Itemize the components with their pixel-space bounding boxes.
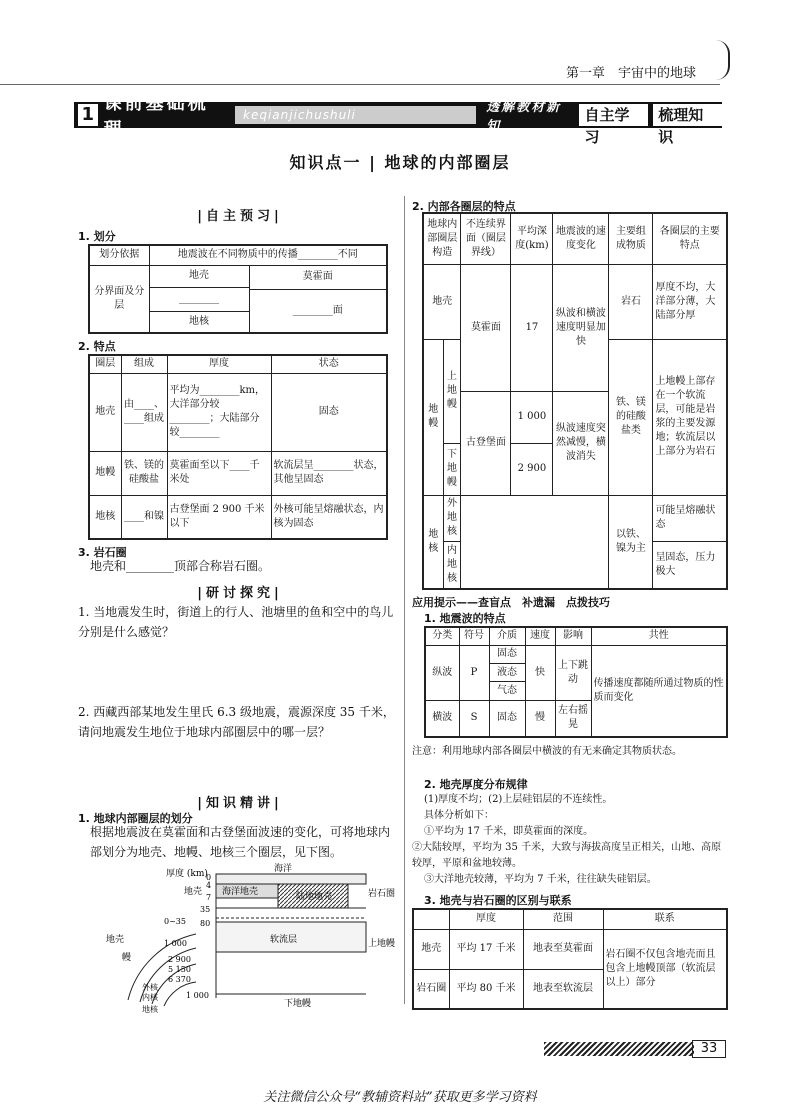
fig-upper-label: 上地幔	[368, 939, 396, 949]
t2-mantle: 地幔	[89, 451, 121, 495]
t3-crust: 地壳	[423, 265, 461, 340]
t2-crust: 地壳	[89, 373, 121, 451]
banner-title: 课前基础梳理	[103, 93, 209, 140]
t2-mantle-thick: 莫霍面至以下____千米处	[167, 451, 271, 495]
crust-litho-heading: 3. 地壳与岩石圈的区别与联系	[424, 894, 572, 907]
t2-crust-thick: 平均为________km，大洋部分较________；大陆部分较________	[167, 373, 271, 451]
t5-h2: 范围	[523, 909, 603, 929]
t1-layers-label: 分界面及分层	[89, 265, 149, 333]
t3-h0: 地球内部圈层构造	[423, 213, 461, 265]
t4-common: 传播速度都随所通过物质的性质而变化	[591, 645, 727, 737]
application-tip: 应用提示——查盲点 补遗漏 点拨技巧	[412, 596, 610, 609]
fig-depth-1000: 1 000	[164, 939, 187, 948]
division-table	[88, 244, 388, 334]
note-text: 注意：利用地球内部各圈层中横波的有无来确定其物质状态。	[412, 746, 682, 757]
fig-tick-4: 4	[206, 881, 212, 890]
t5-crust-thick: 平均 17 千米	[449, 929, 523, 969]
t3-core-mat: 以铁、镍为主	[609, 495, 653, 589]
t3-moho: 莫霍面	[461, 265, 511, 392]
fig-ocean-crust-label: 海洋地壳	[222, 887, 259, 897]
t4-h0: 分类	[425, 627, 459, 645]
fig-crust-label: 地壳	[184, 887, 203, 897]
t5-crust: 地壳	[413, 929, 449, 969]
left-s3-heading: 3. 岩石圈	[78, 546, 127, 559]
fig-inner-label: 内核	[142, 993, 158, 1002]
crust-distribution-heading: 2. 地壳厚度分布规律	[424, 778, 528, 791]
t4-up: 上下跳动	[555, 645, 591, 700]
t5-link: 岩石圈不仅包含地壳而且包含上地幔顶部（软流层以上）部分	[603, 929, 727, 1009]
fig-thickness-label: 厚度 (km)	[166, 869, 208, 879]
t3-d17: 17	[511, 265, 553, 392]
t1-crust: 地壳	[149, 265, 249, 287]
header-rule	[0, 84, 720, 85]
crust-dist-a: (1)厚度不均；(2)上层硅铝层的不连续性。	[424, 794, 613, 805]
fig-depth-6370: 6 370	[168, 975, 191, 984]
detail-1-text: 根据地震波在莫霍面和古登堡面波速的变化，可将地球内部划分为地壳、地幔、地核三个圈层，见下图。	[90, 825, 391, 859]
footer-note: 关注微信公众号“教辅资料站”获取更多学习资料	[263, 1090, 537, 1105]
t2-mantle-comp: 铁、镁的硅酸盐	[121, 451, 167, 495]
banner-subtitle: 透解教材新知	[486, 100, 562, 134]
t1-basis-value: 地震波在不同物质中的传播________不同	[149, 245, 387, 265]
crust-dist-e: ③大洋地壳较薄，平均为 7 千米，往往缺失硅铝层。	[424, 874, 657, 885]
question-1: 1. 当地震发生时，街道上的行人、池塘里的鱼和空中的鸟儿分别是什么感觉？	[78, 605, 394, 639]
left-s2-heading: 2. 特点	[78, 340, 116, 353]
banner-tag-self-study: 自主学习	[579, 104, 648, 126]
fig-outer-label: 外核	[142, 983, 158, 992]
t4-lr: 左右摇晃	[555, 700, 591, 737]
t4-solid2: 固态	[489, 700, 525, 737]
column-divider	[404, 196, 405, 1004]
t2-core-thick: 古登堡面 2 900 千米以下	[167, 495, 271, 539]
t3-h1: 不连续界面（圈层界线）	[461, 213, 511, 265]
header-decoration	[716, 40, 730, 80]
t2-h-thick: 厚度	[167, 355, 271, 373]
banner-number: 1	[78, 104, 98, 126]
t2-crust-state: 固态	[271, 373, 387, 451]
t1-basis-label: 划分依据	[89, 245, 149, 265]
ocean-layer	[216, 874, 366, 884]
crust-lithosphere-table	[412, 908, 728, 1010]
knowledge-point-title: 知识点一 | 地球的内部圈层	[289, 153, 511, 172]
fig-tick-0: 0	[206, 873, 212, 882]
t5-litho-range: 地表至软流层	[523, 969, 603, 1009]
t4-h4: 影响	[555, 627, 591, 645]
features-table	[88, 354, 388, 540]
layers-table	[422, 212, 728, 590]
t4-trans: 横波	[425, 700, 459, 737]
t3-wave1: 纵波和横波速度明显加快	[553, 265, 609, 392]
fig-rock-label: 岩石圈	[368, 889, 396, 899]
wave-table	[424, 626, 728, 738]
t2-core: 地核	[89, 495, 121, 539]
fig-ke-label: 地壳	[106, 935, 125, 945]
t4-slow: 慢	[525, 700, 555, 737]
banner-tag-review: 梳理知识	[653, 104, 722, 126]
chapter-header: 第一章 宇宙中的地球	[566, 66, 697, 81]
t3-upper-feat: 上地幔上部存在一个软流层，可能是岩浆的主要发源地；软流层以上部分为岩石	[653, 340, 727, 496]
t3-lower: 下地幔	[443, 443, 461, 495]
t2-h-state: 状态	[271, 355, 387, 373]
t3-inner-feat: 呈固态，压力极大	[653, 542, 727, 589]
t1-blank-layer: ________	[149, 287, 249, 311]
fig-soft-label: 软流层	[270, 935, 298, 945]
t5-h0	[413, 909, 449, 929]
t2-mantle-state: 软流层呈________状态，其他呈固态	[271, 451, 387, 495]
banner-pinyin: keqianjichushuli	[235, 106, 476, 124]
t3-gutenberg: 古登堡面	[461, 391, 511, 495]
question-2: 2. 西藏西部某地发生里氏 6.3 级地震，震源深度 35 千米，请问地震发生地位于地球内部圈层中的哪一层？	[78, 705, 395, 739]
t3-h3: 地震波的速度变化	[553, 213, 609, 265]
t2-h-comp: 组成	[121, 355, 167, 373]
fig-depth-5150: 5 150	[168, 965, 191, 974]
crust-dist-d: ②大陆较厚，平均为 35 千米，大致与海拔高度呈正相关，山地、高原较厚，平原和盆地较薄。	[412, 842, 722, 869]
detail-1-heading: 1. 地球内部圈层的划分	[78, 812, 193, 825]
earth-layer-figure	[88, 860, 398, 1020]
t4-p: P	[459, 645, 489, 700]
t3-d2900: 2 900	[511, 443, 553, 495]
t1-core: 地核	[149, 311, 249, 333]
t4-fast: 快	[525, 645, 555, 700]
t5-litho: 岩石圈	[413, 969, 449, 1009]
page-number-stripes	[544, 1042, 694, 1056]
page-number: 33	[692, 1040, 726, 1058]
t3-rock: 岩石	[609, 265, 653, 340]
t5-h1: 厚度	[449, 909, 523, 929]
fig-ocean-label: 海洋	[274, 864, 293, 874]
right-s2-heading: 2. 内部各圈层的特点	[412, 200, 516, 213]
t3-mantle: 地幔	[423, 340, 443, 496]
t3-d1000: 1 000	[511, 391, 553, 443]
left-s1-heading: 1. 划分	[78, 230, 116, 243]
t3-wave2: 纵波速度突然减慢，横波消失	[553, 391, 609, 495]
t3-core: 地核	[423, 495, 443, 589]
t3-inner: 内地核	[443, 542, 461, 589]
detail-heading: |知识精讲|	[197, 796, 283, 811]
t4-h5: 共性	[591, 627, 727, 645]
t4-long: 纵波	[425, 645, 459, 700]
preview-heading: |自主预习|	[197, 209, 283, 224]
t3-h4: 主要组成物质	[609, 213, 653, 265]
t4-h2: 介质	[489, 627, 525, 645]
t5-litho-thick: 平均 80 千米	[449, 969, 523, 1009]
wave-heading: 1. 地震波的特点	[424, 612, 506, 625]
t4-s: S	[459, 700, 489, 737]
t4-liquid: 液态	[489, 664, 525, 682]
fig-tick-80: 80	[200, 919, 211, 928]
t4-gas: 气态	[489, 682, 525, 700]
t2-crust-comp: 由____、____组成	[121, 373, 167, 451]
section-banner	[74, 93, 722, 146]
crust-dist-c: ①平均为 17 千米，即莫霍面的深度。	[424, 826, 594, 837]
t5-crust-range: 地表至莫霍面	[523, 929, 603, 969]
t3-crust-feat: 厚度不均，大洋部分薄，大陆部分厚	[653, 265, 727, 340]
t4-h1: 符号	[459, 627, 489, 645]
t2-core-comp: ____和镍	[121, 495, 167, 539]
t1-moho: 莫霍面	[249, 265, 387, 289]
fig-lower-label: 下地幔	[284, 999, 312, 1009]
t1-blank-surface: ________面	[249, 289, 387, 333]
t2-core-state: 外核可能呈熔融状态，内核为固态	[271, 495, 387, 539]
t4-solid: 固态	[489, 645, 525, 663]
t3-iron: 铁、镁的硅酸盐类	[609, 340, 653, 496]
explore-heading: |研讨探究|	[197, 586, 283, 601]
fig-depth-0-35: 0~35	[164, 917, 186, 926]
t3-core-blank	[461, 495, 609, 589]
fig-core-label: 地核	[142, 1005, 158, 1014]
fig-mantle-label: 幔	[122, 953, 132, 963]
t3-outer: 外地核	[443, 495, 461, 542]
t3-h2: 平均深度(km)	[511, 213, 553, 265]
left-s3-text: 地壳和________顶部合称岩石圈。	[90, 559, 271, 573]
fig-tick-1000: 1 000	[186, 991, 209, 1000]
t2-h-layer: 圈层	[89, 355, 121, 373]
fig-continent-label: 陆地地壳	[296, 892, 333, 902]
crust-dist-b: 具体分析如下：	[424, 810, 494, 821]
fig-tick-35: 35	[200, 905, 211, 914]
t4-h3: 速度	[525, 627, 555, 645]
t3-outer-feat: 可能呈熔融状态	[653, 495, 727, 542]
t5-h3: 联系	[603, 909, 727, 929]
t3-upper: 上地幔	[443, 340, 461, 444]
fig-depth-2900: 2 900	[168, 955, 191, 964]
t3-h5: 各圈层的主要特点	[653, 213, 727, 265]
fig-tick-7: 7	[206, 893, 212, 902]
